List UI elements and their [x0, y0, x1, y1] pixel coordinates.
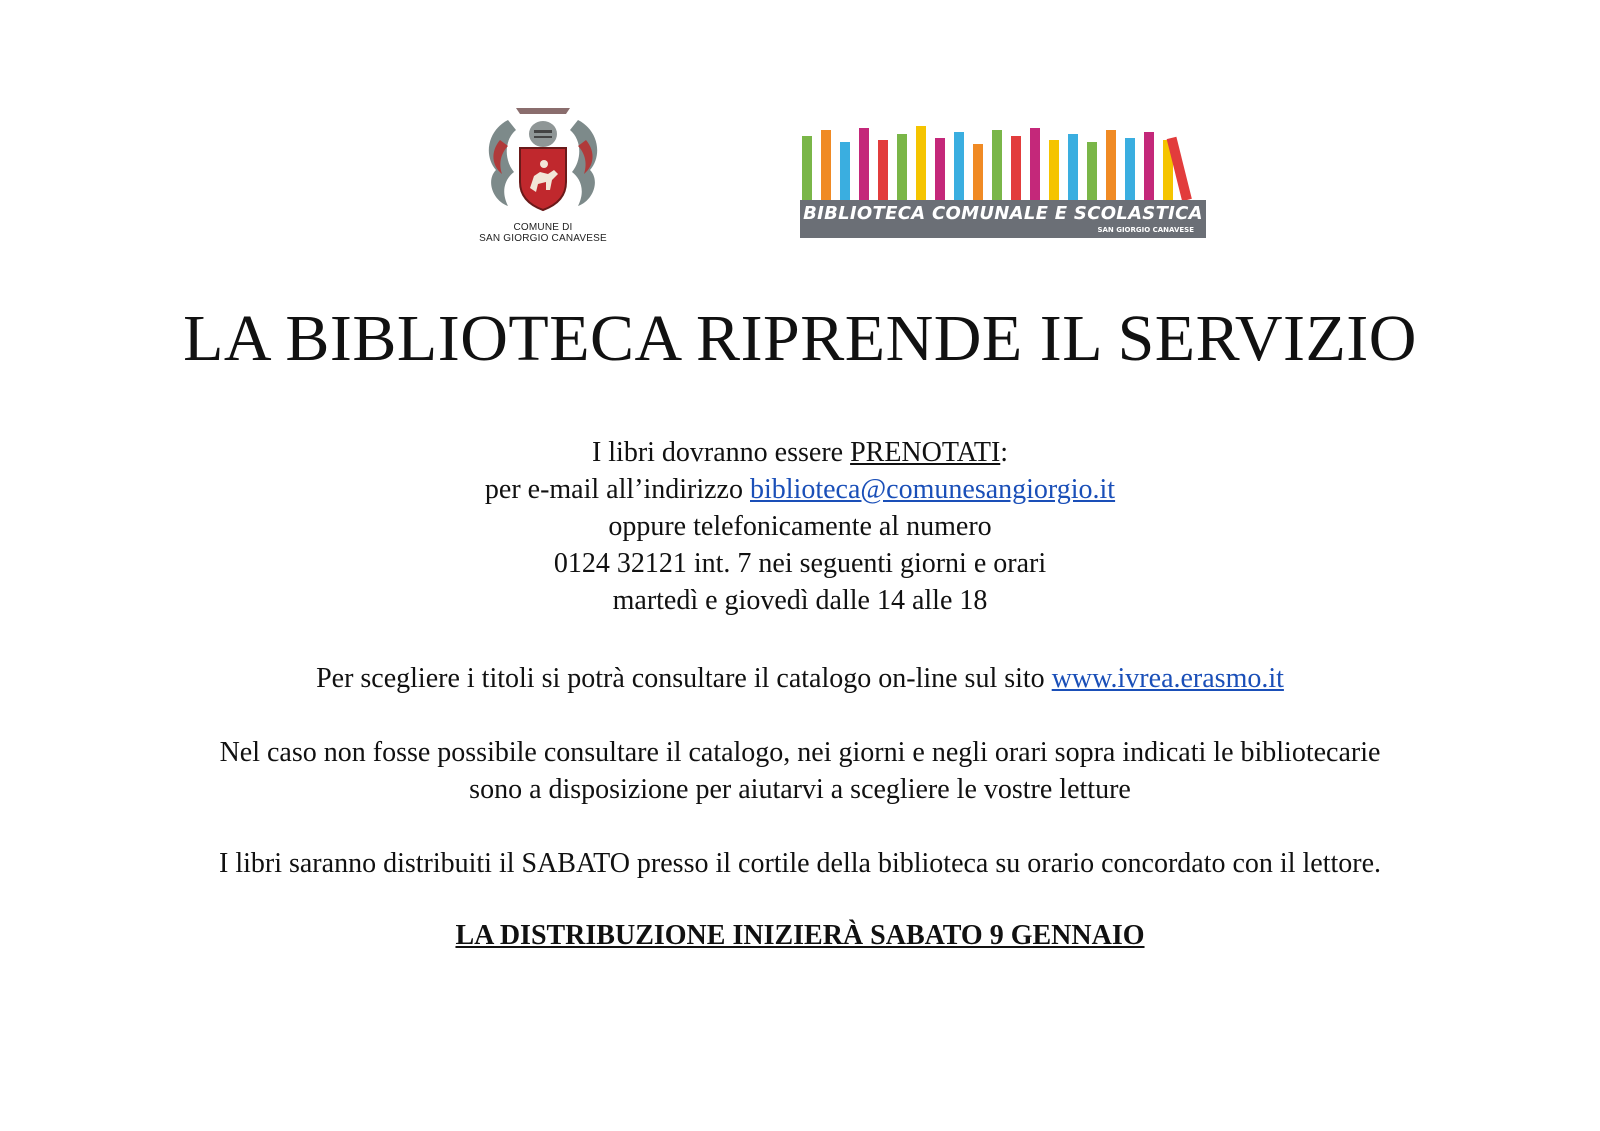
- comune-caption-line2: SAN GIORGIO CANAVESE: [479, 233, 607, 244]
- booking-line-2: [0, 471, 1600, 508]
- catalog-info: [0, 660, 1600, 697]
- book-spine: [1049, 140, 1059, 200]
- book-spine: [840, 142, 850, 200]
- booking-info: [0, 434, 1600, 619]
- colored-books-icon: [800, 116, 1206, 200]
- book-spine: [1087, 142, 1097, 200]
- book-spine: [1106, 130, 1116, 200]
- book-spine: [1011, 136, 1021, 200]
- comune-caption: [478, 222, 608, 244]
- help-info: [0, 734, 1600, 808]
- coat-of-arms-icon: [478, 100, 608, 220]
- book-spine: [1125, 138, 1135, 200]
- book-spine: [1068, 134, 1078, 200]
- booking-line-1: [0, 434, 1600, 471]
- book-spine: [916, 126, 926, 200]
- booking-line-1-suffix: :: [1000, 437, 1009, 468]
- booking-line-4: 0124 32121 int. 7 nei seguenti giorni e orari: [553, 548, 1047, 579]
- book-spine: [897, 134, 907, 200]
- booking-line-1-prefix: I libri dovranno essere: [591, 437, 851, 468]
- book-spine: [859, 128, 869, 200]
- help-line-2: sono a disposizione per aiutarvi a scegliere le vostre letture: [469, 774, 1131, 805]
- biblioteca-subtitle: SAN GIORGIO CANAVESE: [1097, 226, 1194, 234]
- booking-line-2-prefix: per e-mail all’indirizzo: [484, 474, 750, 505]
- book-spine: [802, 136, 812, 200]
- booking-line-5: martedì e giovedì dalle 14 alle 18: [612, 585, 988, 616]
- book-spine: [954, 132, 964, 200]
- help-line-1: Nel caso non fosse possibile consultare il catalogo, nei giorni e negli orari sopra indicati le bibliotecarie: [219, 737, 1381, 768]
- start-notice: LA DISTRIBUZIONE INIZIERÀ SABATO 9 GENNAIO: [455, 920, 1145, 951]
- booking-emphasis: PRENOTATI: [850, 437, 1001, 468]
- email-link[interactable]: biblioteca@comunesangiorgio.it: [750, 474, 1116, 505]
- book-spine: [1144, 132, 1154, 200]
- comune-caption-line1: COMUNE DI: [513, 222, 573, 233]
- book-spine: [1030, 128, 1040, 200]
- biblioteca-name-band: [800, 200, 1206, 238]
- page-title: LA BIBLIOTECA RIPRENDE IL SERVIZIO: [183, 302, 1417, 375]
- biblioteca-logo: [800, 116, 1206, 242]
- book-spine: [973, 144, 983, 200]
- distribution-info: I libri saranno distribuiti il SABATO presso il cortile della biblioteca su orario concordato con il lettore.: [219, 848, 1381, 879]
- book-spine: [821, 130, 831, 200]
- biblioteca-name: BIBLIOTECA COMUNALE E SCOLASTICA: [803, 203, 1203, 224]
- book-spine: [992, 130, 1002, 200]
- booking-line-3: oppure telefonicamente al numero: [608, 511, 992, 542]
- book-spine: [878, 140, 888, 200]
- catalog-text: Per scegliere i titoli si potrà consultare il catalogo on-line sul sito: [316, 663, 1052, 694]
- book-spine: [935, 138, 945, 200]
- catalog-link[interactable]: www.ivrea.erasmo.it: [1051, 663, 1284, 694]
